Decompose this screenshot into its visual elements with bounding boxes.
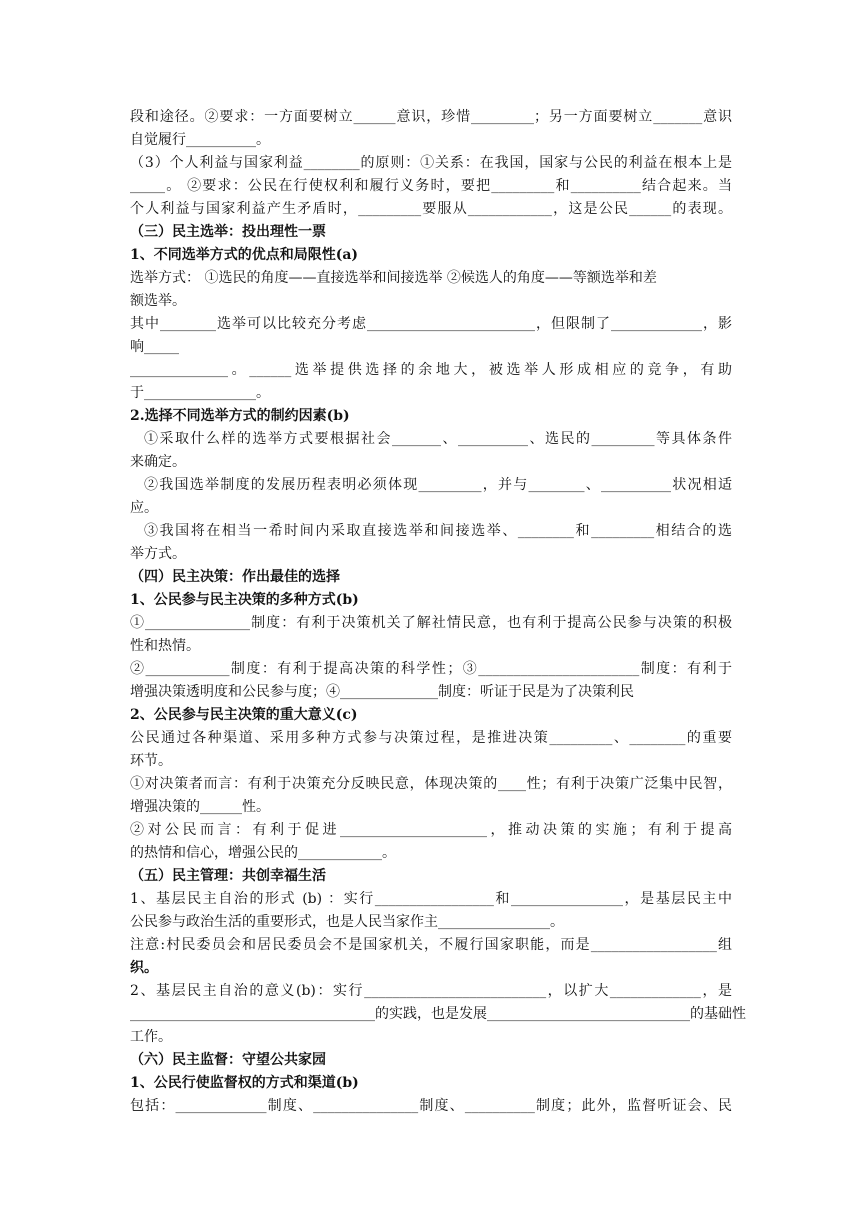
text-line: 段和途径。②要求：一方面要树立______意识，珍惜_________；另一方面要树立_______意识 (130, 109, 732, 125)
text-line: 自觉履行__________。 (130, 132, 270, 148)
text-line: ①采取什么样的选举方式要根据社会_______、__________、选民的_________等具体条件 (144, 431, 732, 447)
subsection-heading: 1、不同选举方式的优点和局限性(a) (130, 247, 359, 263)
text-line: 性和热情。 (130, 638, 200, 654)
text-line: ___________________________________的实践，也是发展_____________________________的基础性 (130, 1006, 746, 1022)
text-line: 增强决策的______性。 (130, 799, 270, 815)
section-heading: （四）民主决策：作出最佳的选择 (130, 569, 340, 585)
subsection-heading: 2、公民参与民主决策的重大意义(c) (130, 707, 358, 723)
text-line: ②____________制度：有利于提高决策的科学性；③_______________________制度：有利于 (130, 661, 732, 677)
subsection-heading: 2.选择不同选举方式的制约因素(b) (130, 408, 350, 424)
text-line: ②对公民而言：有利于促进_____________________，推动决策的实施；有利于提高 (130, 822, 732, 838)
text-line: 2、基层民主自治的意义(b)：实行__________________________，以扩大_____________，是 (130, 983, 732, 999)
text-line: 公民参与政治生活的重要形式，也是人民当家作主________________。 (130, 914, 564, 930)
text-line: 于________________。 (130, 385, 270, 401)
text-line: 举方式。 (130, 546, 186, 562)
subsection-heading: 1、公民行使监督权的方式和渠道(b) (130, 1075, 359, 1091)
text-line: 额选举。 (130, 293, 186, 309)
text-line: 来确定。 (130, 454, 186, 470)
text-line: ①_______________制度：有利于决策机关了解社情民意，也有利于提高公民参与决策的积极 (130, 615, 732, 631)
text-line: 选举方式： ①选民的角度——直接选举和间接选举 ②候选人的角度——等额选举和差 (130, 270, 657, 286)
text-line: _____。 ②要求：公民在行使权利和履行义务时，要把_________和__________结合起来。当 (130, 178, 732, 194)
text-line: 增强决策透明度和公民参与度；④______________制度：听证于民是为了决策利民 (130, 684, 634, 700)
text-line: ______________。______选举提供选择的余地大，被选举人形成相应的竞争，有助 (130, 362, 732, 378)
note-line: 注意:村民委员会和居民委员会不是国家机关，不履行国家职能，而是__________________组 (130, 937, 732, 953)
text-line: 其中________选举可以比较充分考虑________________________，但限制了_____________，影 (130, 316, 732, 332)
text-line: ②我国选举制度的发展历程表明必须体现_________，并与________、__________状况相适 (144, 477, 732, 493)
text-line: （3）个人利益与国家利益________的原则：①关系：在我国，国家与公民的利益在根本上是 (130, 155, 732, 171)
text-line: 织。 (130, 960, 158, 976)
text-line: 的热情和信心，增强公民的____________。 (130, 845, 396, 861)
section-heading: （三）民主选举：投出理性一票 (130, 224, 326, 240)
text-line: 个人利益与国家利益产生矛盾时，_________要服从____________，这是公民______的表现。 (130, 201, 732, 217)
text-line: 1、基层民主自治的形式 (b) ：实行_________________和________________，是基层民主中 (130, 891, 732, 907)
text-line: 环节。 (130, 753, 172, 769)
subsection-heading: 1、公民参与民主决策的多种方式(b) (130, 592, 359, 608)
text-line: 包括：_____________制度、_______________制度、__________制度；此外，监督听证会、民 (130, 1098, 732, 1114)
text-line: ③我国将在相当一希时间内采取直接选举和间接选举、________和_________相结合的选 (144, 523, 732, 539)
text-line: ①对决策者而言：有利于决策充分反映民意，体现决策的____性；有利于决策广泛集中民智， (130, 776, 732, 792)
text-line: 公民通过各种渠道、采用多种方式参与决策过程，是推进决策_________、________的重要 (130, 730, 732, 746)
section-heading: （六）民主监督：守望公共家园 (130, 1052, 326, 1068)
text-line: 响_____ (130, 339, 179, 355)
text-line: 应。 (130, 500, 158, 516)
section-heading: （五）民主管理：共创幸福生活 (130, 868, 326, 884)
text-line: 工作。 (130, 1029, 172, 1045)
